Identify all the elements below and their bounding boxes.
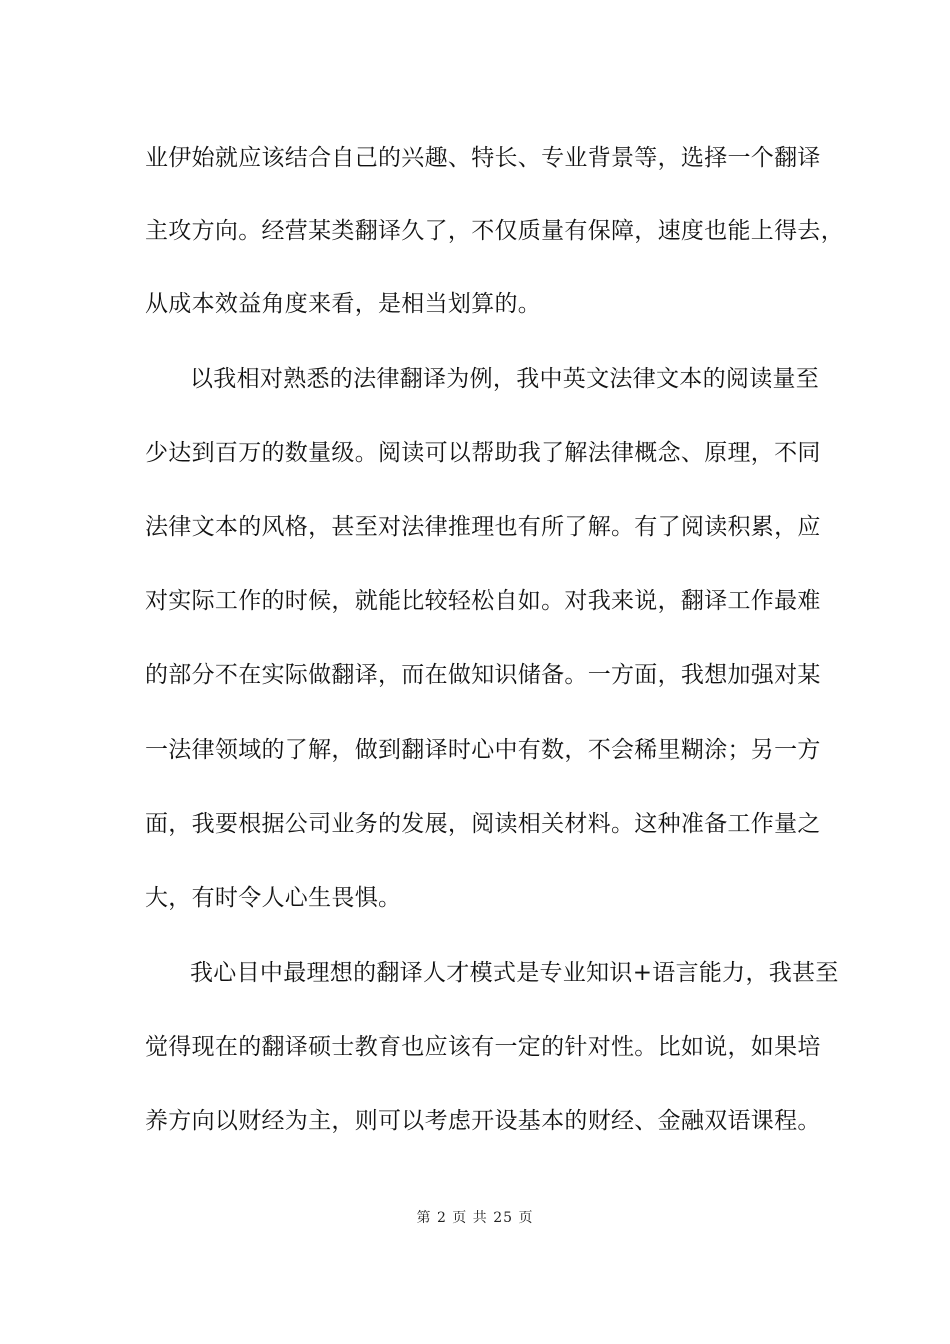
paragraph-1-line-2: 主攻方向。经营某类翻译久了，不仅质量有保障，速度也能上得去， [145,218,844,244]
paragraph-2-line-4: 对实际工作的时候，就能比较轻松自如。对我来说，翻译工作最难 [145,588,821,614]
paragraph-2-line-3: 法律文本的风格，甚至对法律推理也有所了解。有了阅读积累，应 [145,514,821,540]
paragraph-2-line-1: 以我相对熟悉的法律翻译为例，我中英文法律文本的阅读量至 [190,366,820,392]
paragraph-2-line-5: 的部分不在实际做翻译，而在做知识储备。一方面，我想加强对某 [145,662,821,688]
paragraph-2-line-2: 少达到百万的数量级。阅读可以帮助我了解法律概念、原理，不同 [145,440,821,466]
paragraph-3-line-2: 觉得现在的翻译硕士教育也应该有一定的针对性。比如说，如果培 [145,1034,821,1060]
paragraph-3-line-1: 我心目中最理想的翻译人才模式是专业知识+语言能力，我甚至 [190,960,839,986]
paragraph-1-line-1: 业伊始就应该结合自己的兴趣、特长、专业背景等，选择一个翻译 [145,145,821,171]
paragraph-2-line-6: 一法律领域的了解，做到翻译时心中有数，不会稀里糊涂；另一方 [145,737,821,763]
paragraph-2-line-8: 大，有时令人心生畏惧。 [145,885,402,911]
paragraph-1-line-3: 从成本效益角度来看，是相当划算的。 [145,291,542,317]
paragraph-3-line-3: 养方向以财经为主，则可以考虑开设基本的财经、金融双语课程。 [145,1108,821,1134]
page-number-label: 第 2 页 共 25 页 [416,1210,534,1226]
paragraph-2-line-7: 面，我要根据公司业务的发展，阅读相关材料。这种准备工作量之 [145,811,821,837]
page-footer [0,1209,950,1227]
